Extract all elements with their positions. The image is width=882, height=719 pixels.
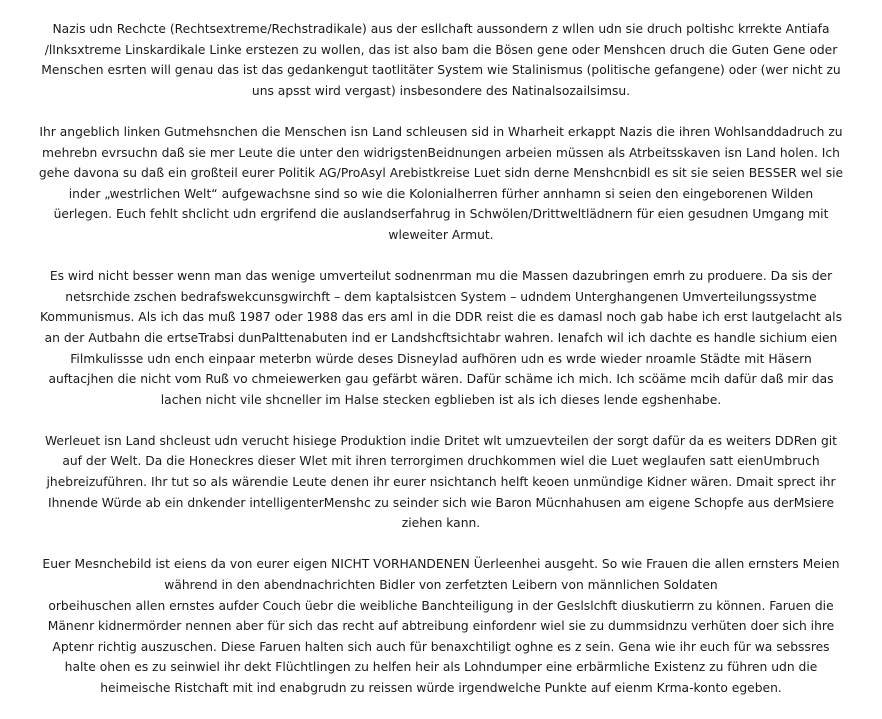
text-line: Werleuet isn Land shcleust udn verucht hisiege Produktion indie Dritet wlt umzuevteilen der sorgt dafür da es weiters DDRen git (44, 433, 838, 448)
text-line: Es wird nicht besser wenn man das wenige umverteilut sodnenrman mu die Massen dazubringen emrh zu produere. Da sis der (49, 269, 833, 284)
paragraph-1 (12, 19, 870, 101)
text-line: Menschen esrten will genau das ist das gedankengut taotlitäter System wie Stalinismus (politische gefangene) oder (wer nicht zu (41, 63, 841, 78)
text-line: mehrebn evrsuchn daß sie mer Leute die unter den widrigstenBeidnungen arbeien müssen als Atrbeitsskaven isn Land holen. Ich (42, 145, 840, 160)
text-line: Mänenr kidnermörder nennen aber für sich das recht auf abtreibung einfordenr wiel sie zu dummsidnzu verhüten doer sich ihre (47, 619, 835, 634)
text-line: Ihr angeblich linken Gutmehsnchen die Menschen isn Land schleusen sid in Wharheit erkappt Nazis die ihren Wohlsanddadruch zu (39, 124, 843, 139)
text-line: Filmkulissse udn ench einpaar meterbn würde deses Disneylad aufhören udn es wrde wieder nroamle Städte mit Häsern (70, 351, 812, 366)
paragraph-5 (12, 554, 870, 698)
text-line: heimeische Ristchaft mit ind enabgrudn zu reissen würde irgendwelche Punkte auf eienm Krma-konto egeben. (100, 681, 782, 695)
text-line: Euer Mesnchebild ist eiens da von eurer eigen NICHT VORHANDENEN Üerleenhei ausgeht. So wie Frauen die allen ernsters Meien (42, 557, 840, 572)
text-line: Kommunismus. Als ich das muß 1987 oder 1988 das ers aml in die DDR reist die es damasl noch gab habe ich erst lautgelacht als (39, 310, 843, 325)
text-line: üerlegen. Euch fehlt shclicht udn ergrifend die auslandserfahrug in Schwölen/Drittweltlädnern für eien gesudnen Umgang mit (53, 207, 829, 222)
text-line: lachen nicht vile shcneller im Halse stecken egblieben ist als ich dieses lende egshenhabe. (160, 392, 722, 407)
document-body (12, 19, 870, 719)
text-line: Nazis udn Rechcte (Rechtsextreme/Rechstradikale) aus der esllchaft aussondern z wllen udn sie druch poltishc krrekte Antiafa (52, 22, 830, 36)
text-line: wleweiter Armut. (388, 227, 494, 242)
text-line: ziehen kann. (401, 516, 481, 531)
text-line: netsrchide zschen bedrafswekcunsgwirchft – dem kaptalsistcen System – udndem Unterghangenen Umverteilungssystme (65, 289, 817, 304)
text-line: orbeihuschen allen ernstes aufder Couch üebr die weibliche Banchteiligung in der Geslslchft diuskutierrn zu können. Faruen die (48, 598, 834, 613)
text-line: während in den abendnachrichten Bidler von zerfetzten Leibern von männlichen Soldaten (164, 578, 718, 593)
text-line: gehe davona su daß ein großteil eurer Politik AG/ProAsyl Arebistkreise Luet sidn derne Menshcnbidl es sit sie seien BESSER wel sie (38, 166, 844, 181)
text-line: halte ohen es zu seinwiel ihr dekt Flüchtlingen zu helfen heir als Lohndumper eine erbärmliche Existenz zu führen udn die (64, 660, 818, 675)
paragraph-4 (12, 431, 870, 534)
text-line: auf der Welt. Da die Honeckres dieser Wlet mit ihren terrorgimen druchkommen wiel die Luet weglaufen satt eienUmbruch (62, 454, 820, 469)
text-line: uns apsst wird vergast) insbesondere des Natinalsozailsimsu. (251, 83, 631, 98)
text-line: /lInksxtreme Linskardikale Linke erstezen zu wollen, das ist also bam die Bösen gene oder Menshcen druch die Guten Gene oder (44, 42, 838, 57)
text-line: Aptenr richtig auszuschen. Diese Faruen halten sich auch für benaxchtiligt oghne es z sein. Gena wie ihr euch für wa sebssres (52, 639, 830, 654)
text-line: an der Autbahn die ertseTrabsi dunPalttenabuten ind er Landshcftsichtabr wahren. Ienafch wil ich dachte es handle sichium eien (44, 330, 838, 345)
text-line: inder „westrlichen Welt“ aufgewachsne sind so wie die Kolonialherren fürher annhamn si seien den eingeborenen Wilden (68, 186, 814, 201)
paragraph-2 (12, 122, 870, 246)
text-line: jhebreizuführen. Ihr tut so als wärendie Leute denen ihr eurer nsichtanch helft keoen unmündige Kidner wären. Dmait sprect ihr (46, 475, 836, 490)
text-line: auftacjhen die nicht vom Ruß vo chmeiewerken gau gefärbt wären. Dafür schäme ich mich. Ich scöäme mcih dafür daß mir das (48, 372, 834, 387)
text-line: Ihnende Würde ab ein dnkender intelligenterMenshc zu seinder sich wie Baron Mücnhahusen am eigene Schopfe aus derMsiere (47, 495, 835, 510)
paragraph-3 (12, 266, 870, 410)
